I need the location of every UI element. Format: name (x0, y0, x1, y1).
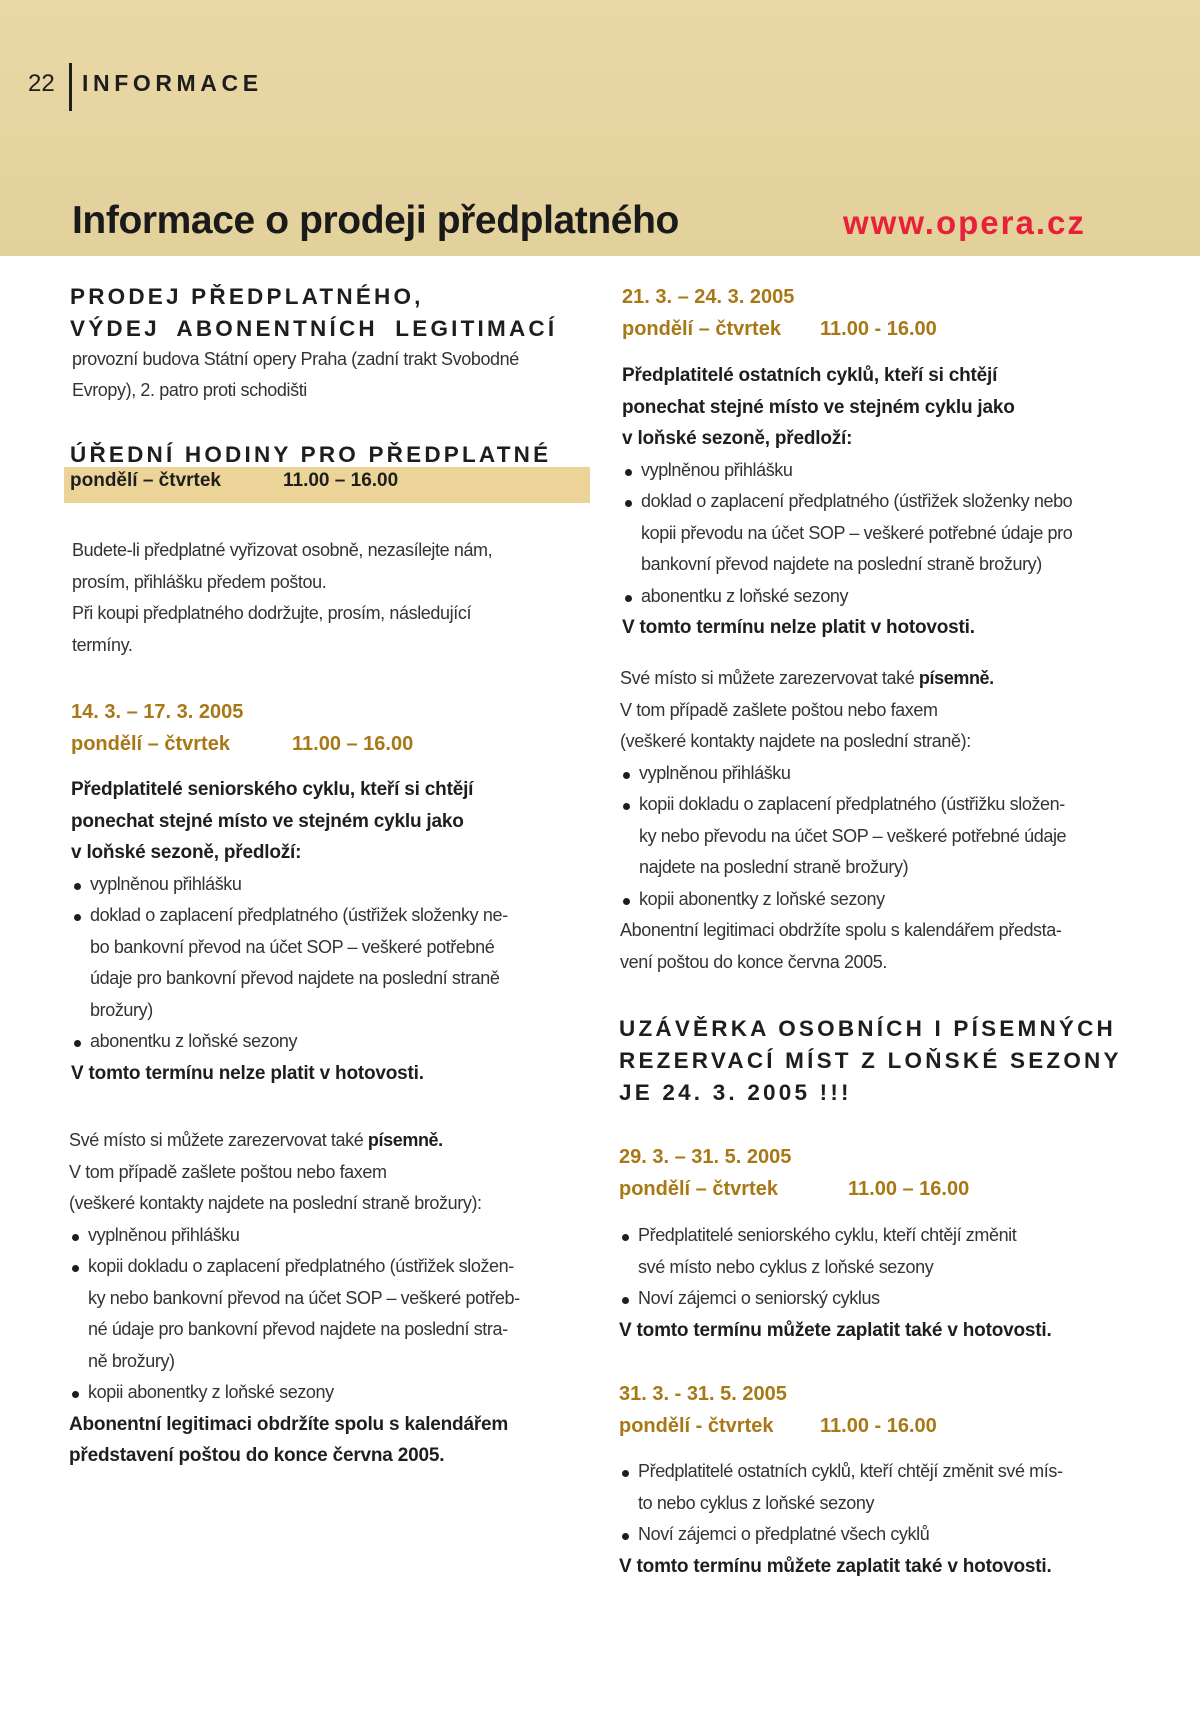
list-item: doklad o zaplacení předplatného (ústřižek složenky ne- (71, 900, 508, 932)
list-item: vyplněnou přihlášku (71, 869, 508, 901)
period-1-header (71, 696, 413, 760)
page-number: 22 (28, 70, 55, 97)
list-item: abonentku z loňské sezony (622, 581, 1072, 613)
list-item: Noví zájemci o předplatné všech cyklů (619, 1519, 1063, 1551)
period-1-dates: 14. 3. – 17. 3. 2005 (71, 701, 244, 723)
written-reservation-left: Své místo si můžete zarezervovat také písemně. V tom případě zašlete poštou nebo faxem (veškeré kontakty najdete na poslední straně brožury): vyplněnou přihlášku kopii dokladu o zaplacení předplatného (ústřižek složen- ky nebo bankovní převod na účet SOP – veškeré potřeb- né údaje pro bankovní převod najdete na poslední stra- ně brožury) kopii abonentky z loňské sezony Abonentní legitimaci obdržíte spolu s kalendářem představení poštou do konce června 2005. (69, 1130, 520, 1466)
period-3-note: V tomto termínu můžete zaplatit také v hotovosti. (619, 1319, 1052, 1341)
venue-heading: PRODEJ PŘEDPLATNÉHO, VÝDEJ ABONENTNÍCH LEGITIMACÍ (70, 284, 558, 341)
list-item: kopii dokladu o zaplacení předplatného (ústřižku složen- (620, 789, 1066, 821)
list-item: abonentku z loňské sezony (71, 1026, 508, 1058)
period-4-dates: 31. 3. - 31. 5. 2005 (619, 1383, 787, 1405)
hours-heading: ÚŘEDNÍ HODINY PRO PŘEDPLATNÉ (70, 442, 552, 467)
written-reservation-right: Své místo si můžete zarezervovat také písemně. V tom případě zašlete poštou nebo faxem (veškeré kontakty najdete na poslední straně): vyplněnou přihlášku kopii dokladu o zaplacení předplatného (ústřižku složen- ky nebo převodu na účet SOP – veškeré potřebné údaje najdete na poslední straně brožury) kopii abonentky z loňské sezony Abonentní legitimaci obdržíte spolu s kalendářem předsta- vení poštou do konce června 2005. (620, 668, 1067, 972)
period-2-body: Předplatitelé ostatních cyklů, kteří si chtějí ponechat stejné místo ve stejném cyklu jako v loňské sezoně, předloží: vyplněnou přihlášku doklad o zaplacení předplatného (ústřižek složenky nebo kopii převodu na účet SOP – veškeré potřebné údaje pro bankovní převod najdete na poslední straně brožury) abonentku z loňské sezony V tomto termínu nelze platit v hotovosti. (622, 360, 1072, 644)
list-item: kopii dokladu o zaplacení předplatného (ústřižek složen- (69, 1251, 520, 1283)
page-title: Informace o prodeji předplatného (72, 199, 679, 242)
list-item: vyplněnou přihlášku (620, 758, 1066, 790)
period-2-header (622, 281, 937, 345)
period-2-note: V tomto termínu nelze platit v hotovosti. (622, 617, 975, 638)
period-4-header (619, 1378, 937, 1442)
period-3-body: Předplatitelé seniorského cyklu, kteří chtějí změnit své místo nebo cyklus z loňské sezony Noví zájemci o seniorský cyklus V tomto termínu můžete zaplatit také v hotovosti. (619, 1220, 1052, 1346)
list-item: kopii abonentky z loňské sezony (69, 1377, 520, 1409)
list-item: Noví zájemci o seniorský cyklus (619, 1283, 1052, 1315)
period-1-body: Předplatitelé seniorského cyklu, kteří si chtějí ponechat stejné místo ve stejném cyklu jako v loňské sezoně, předloží: vyplněnou přihlášku doklad o zaplacení předplatného (ústřižek složenky ne- bo bankovní převod na účet SOP – veškeré potřebné údaje pro bankovní převod najdete na poslední straně brožury) abonentku z loňské sezony V tomto termínu nelze platit v hotovosti. (71, 774, 508, 1089)
list-item: Předplatitelé ostatních cyklů, kteří chtějí změnit své mís- (619, 1456, 1063, 1488)
period-2-hours: pondělí – čtvrtek 11.00 - 16.00 (622, 318, 937, 340)
list-item: kopii abonentky z loňské sezony (620, 884, 1066, 916)
deadline-heading: UZÁVĚRKA OSOBNÍCH I PÍSEMNÝCH REZERVACÍ MÍST Z LOŇSKÉ SEZONY JE 24. 3. 2005 !!! (619, 1016, 1122, 1105)
period-3-dates: 29. 3. – 31. 5. 2005 (619, 1146, 792, 1168)
website-link[interactable]: www.opera.cz (843, 204, 1086, 241)
period-4-body: Předplatitelé ostatních cyklů, kteří chtějí změnit své mís- to nebo cyklus z loňské sezony Noví zájemci o předplatné všech cyklů V tomto termínu můžete zaplatit také v hotovosti. (619, 1456, 1063, 1582)
list-item: vyplněnou přihlášku (69, 1220, 520, 1252)
period-1-note: V tomto termínu nelze platit v hotovosti. (71, 1062, 424, 1084)
office-hours-time: 11.00 – 16.00 (283, 470, 399, 491)
list-item: vyplněnou přihlášku (622, 455, 1072, 487)
header-separator (69, 63, 72, 111)
intro-text: Budete-li předplatné vyřizovat osobně, nezasílejte nám, prosím, přihlášku předem poštou. Při koupi předplatného dodržujte, prosím, následující termíny. (72, 540, 493, 655)
list-item: Předplatitelé seniorského cyklu, kteří chtějí změnit (619, 1220, 1052, 1252)
period-3-header (619, 1141, 969, 1205)
period-2-dates: 21. 3. – 24. 3. 2005 (622, 286, 795, 308)
period-1-hours: pondělí – čtvrtek 11.00 – 16.00 (71, 733, 414, 755)
period-3-hours: pondělí – čtvrtek 11.00 – 16.00 (619, 1178, 970, 1200)
section-label: INFORMACE (82, 70, 263, 96)
period-4-hours: pondělí - čtvrtek 11.00 - 16.00 (619, 1415, 937, 1437)
list-item: doklad o zaplacení předplatného (ústřižek složenky nebo (622, 486, 1072, 518)
office-hours-days: pondělí – čtvrtek (70, 470, 221, 491)
venue-address: provozní budova Státní opery Praha (zadní trakt Svobodné Evropy), 2. patro proti schodišti (72, 349, 519, 400)
period-4-note: V tomto termínu můžete zaplatit také v hotovosti. (619, 1555, 1052, 1577)
